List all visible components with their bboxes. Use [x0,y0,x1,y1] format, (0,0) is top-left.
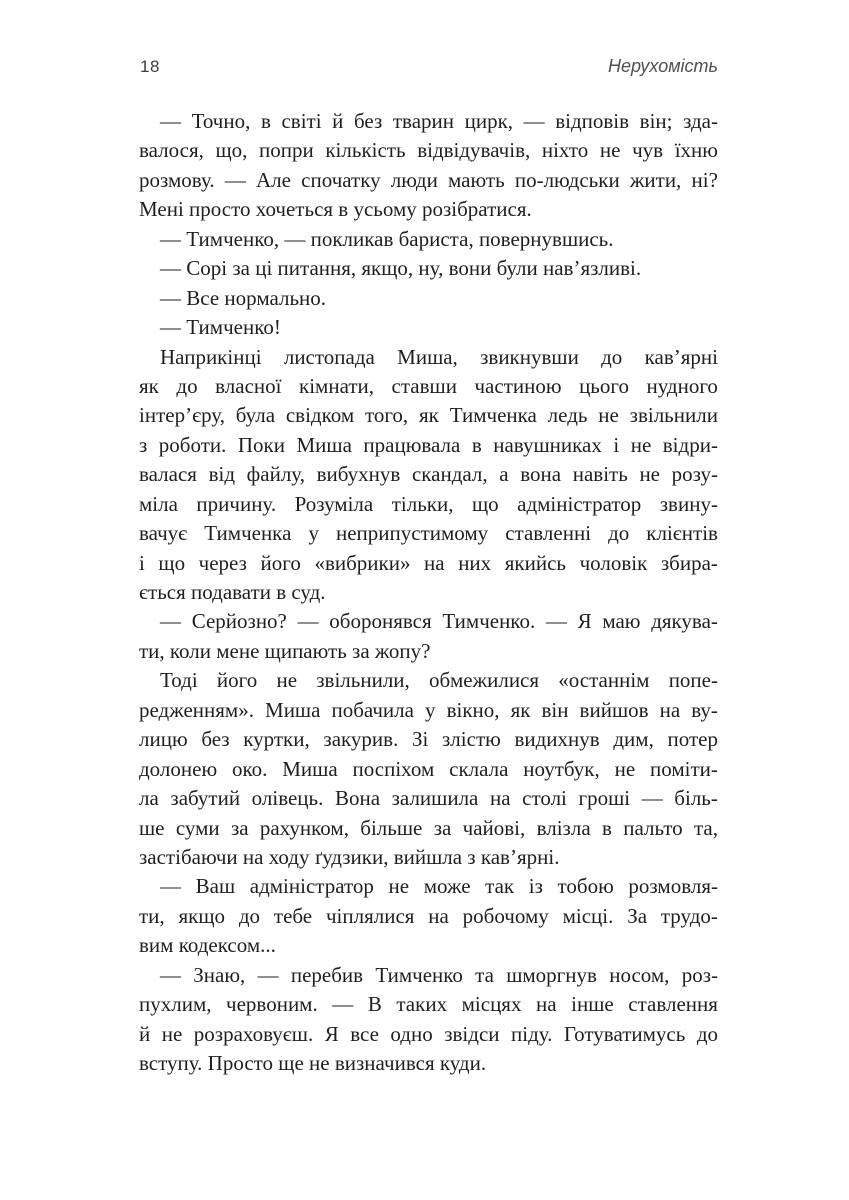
text-line: вачує Тимченка у неприпустимому ставленні до клієнтів [139,521,718,546]
text-line: — Тимченко! [160,315,281,340]
text-line: ше суми за рахунком, більше за чайові, влізла в пальто та, [139,815,718,840]
text-line: застібаючи на ходу ґудзики, вийшла з кав’ярні. [139,844,560,869]
text-line: Тоді його не звільнили, обмежилися «останнім попе- [160,668,718,693]
page-number: 18 [140,57,160,76]
text-line: ється подавати в суд. [139,580,326,604]
page-header [140,56,718,77]
text-line: вим кодексом... [139,933,276,958]
text-line: Наприкінці листопада Миша, звикнувши до кав’ярні [160,344,718,369]
running-head: Нерухомість [607,56,718,76]
text-line: — Знаю, — перебив Тимченко та шморгнув носом, роз- [160,962,718,987]
text-line: валася від файлу, вибухнув скандал, а вона навіть не розу- [139,462,718,487]
text-line: розмову. — Але спочатку люди мають по-людськи жити, ні? [139,167,718,192]
text-line: інтер’єру, була свідком того, як Тимченка ледь не звільнили [139,403,718,428]
text-line: вступу. Просто ще не визначився куди. [139,1051,487,1075]
text-line: пухлим, червоним. — В таких місцях на інше ставлення [139,992,718,1017]
text-line: з роботи. Поки Миша працювала в навушниках і не відри- [139,432,718,457]
text-line: — Сорі за ці питання, якщо, ну, вони були нав’язливі. [160,256,642,281]
body-text [139,107,718,1078]
text-line: редженням». Миша побачила у вікно, як він вийшов на ву- [139,697,718,722]
text-line: Мені просто хочеться в усьому розібратися. [139,197,532,222]
text-line: ти, якщо до тебе чіплялися на робочому місці. За трудо- [139,903,718,928]
text-line: і що через його «вибрики» на них якийсь чоловік збира- [139,550,718,575]
text-line: лицю без куртки, закурив. Зі злістю видихнув дим, потер [139,727,718,752]
text-line: — Серйозно? — оборонявся Тимченко. — Я маю дякува- [160,609,718,634]
text-line: й не розраховуєш. Я все одно звідси піду. Готуватимусь до [139,1021,718,1046]
text-line: — Тимченко, — покликав бариста, повернувшись. [160,226,614,251]
text-line: — Все нормально. [160,285,327,310]
text-line: — Точно, в світі й без тварин цирк, — відповів він; зда- [160,109,718,133]
text-line: валося, що, попри кількість відвідувачів, ніхто не чув їхню [139,138,718,163]
text-line: долонею око. Миша поспіхом склала ноутбук, не поміти- [139,756,718,781]
text-line: як до власної кімнати, ставши частиною цього нудного [139,373,718,398]
text-line: ла забутий олівець. Вона залишила на столі гроші — біль- [139,786,718,811]
text-line: міла причину. Розуміла тільки, що адміністратор звину- [139,491,718,516]
text-line: ти, коли мене щипають за жопу? [139,638,431,663]
text-line: — Ваш адміністратор не може так із тобою розмовля- [160,874,718,899]
